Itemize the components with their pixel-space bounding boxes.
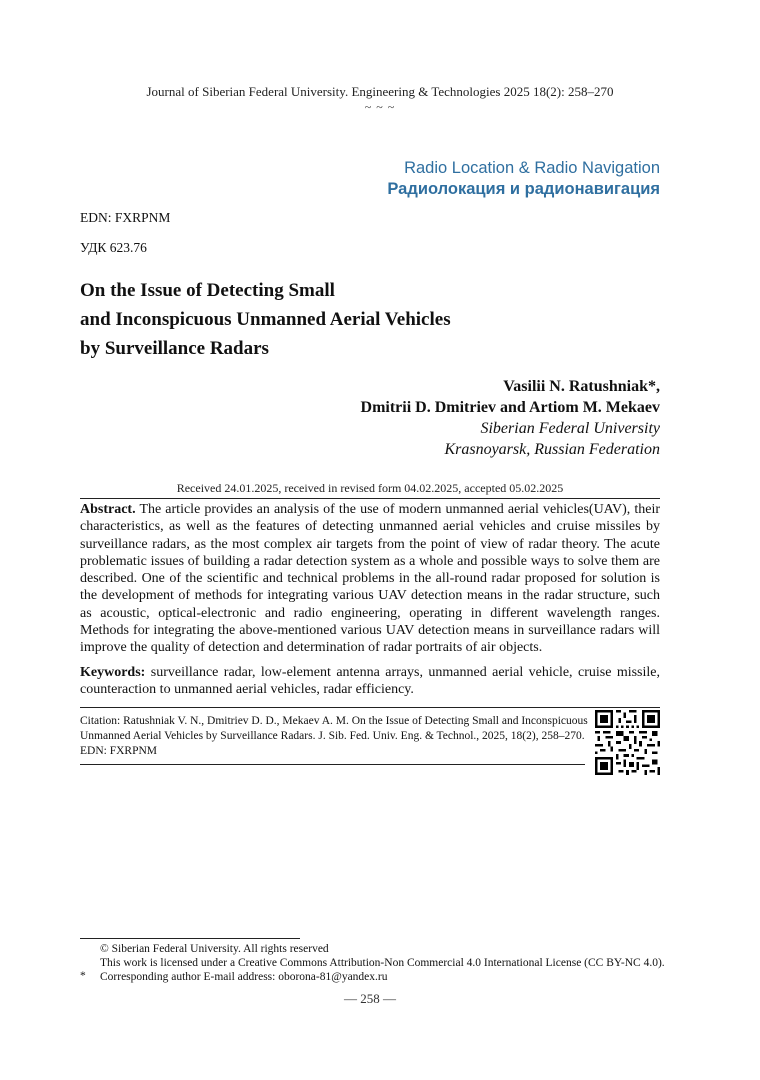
page-number: — 258 —: [344, 991, 396, 1006]
citation-text: Citation: Ratushniak V. N., Dmitriev D. D., Mekaev A. M. On the Issue of Detecting Small and Inconspicuous Unmanned Aerial Vehicles by Surveillance Radars. J. Sib. Fed. Univ. Eng. & Technol., 2025, 18(2), 258–270.: [80, 715, 588, 742]
abstract-label: Abstract.: [80, 502, 136, 517]
abstract: [80, 501, 660, 657]
title-line: and Inconspicuous Unmanned Aerial Vehicles: [80, 309, 451, 330]
article-title: [80, 276, 451, 363]
citation: [80, 714, 590, 759]
divider: [80, 498, 660, 499]
keywords-text: surveillance radar, low-element antenna arrays, unmanned aerial vehicle, cruise missile, counteraction to unmanned aerial vehicles, radar efficiency.: [80, 665, 660, 698]
author-line-2: Dmitrii D. Dmitriev and Artiom M. Mekaev: [360, 399, 660, 416]
title-line: On the Issue of Detecting Small: [80, 280, 335, 301]
qr-code-icon: [595, 710, 660, 775]
affiliation: Siberian Federal University: [480, 420, 660, 437]
header-ornament: ~ ~ ~: [364, 100, 396, 114]
location: Krasnoyarsk, Russian Federation: [444, 441, 660, 458]
copyright-note: © Siberian Federal University. All rights reserved: [100, 943, 329, 955]
author-line-1: Vasilii N. Ratushniak*,: [503, 378, 660, 395]
section-title-ru: Радиолокация и радионавигация: [387, 180, 660, 198]
journal-header: Journal of Siberian Federal University. Engineering & Technologies 2025 18(2): 258–270: [146, 84, 614, 99]
keywords-label: Keywords:: [80, 665, 146, 680]
citation-divider: [80, 764, 585, 765]
citation-edn: EDN: FXRPNM: [80, 745, 158, 757]
footnote-star: *: [80, 970, 86, 982]
author-block: [361, 376, 660, 460]
keywords: [80, 664, 660, 699]
divider: [80, 707, 660, 708]
footnote-rule: [80, 938, 300, 939]
title-line: by Surveillance Radars: [80, 338, 269, 359]
corresponding-author-note: Corresponding author E-mail address: oborona-81@yandex.ru: [100, 971, 388, 983]
received-dates: Received 24.01.2025, received in revised form 04.02.2025, accepted 05.02.2025: [176, 481, 564, 495]
license-note: This work is licensed under a Creative Commons Attribution-Non Commercial 4.0 International License (CC BY-NC 4.0).: [100, 957, 665, 969]
section-title-en: Radio Location & Radio Navigation: [404, 159, 660, 177]
udk-code: УДК 623.76: [80, 240, 147, 255]
abstract-text: The article provides an analysis of the use of modern unmanned aerial vehicles(UAV), their characteristics, as well as the features of detecting unmanned aerial vehicles and cruise missiles by surveillance radars, as the most complex air targets from the point of view of radar theory. The acute problematic issues of building a radar detection system as a whole and possible ways to solve them are described. One of the scientific and technical problems in the all-round radar proposed for solution is the development of methods for integrating various UAV detection means in the radar structure, such as acoustic, optical-electronic and radio engineering, operating in different wavelength ranges. Methods for integrating the above-mentioned various UAV detection means in surveillance radars will improve the quality of detection and determination of radar portraits of air objects.: [80, 502, 660, 656]
edn-code: EDN: FXRPNM: [80, 210, 171, 225]
